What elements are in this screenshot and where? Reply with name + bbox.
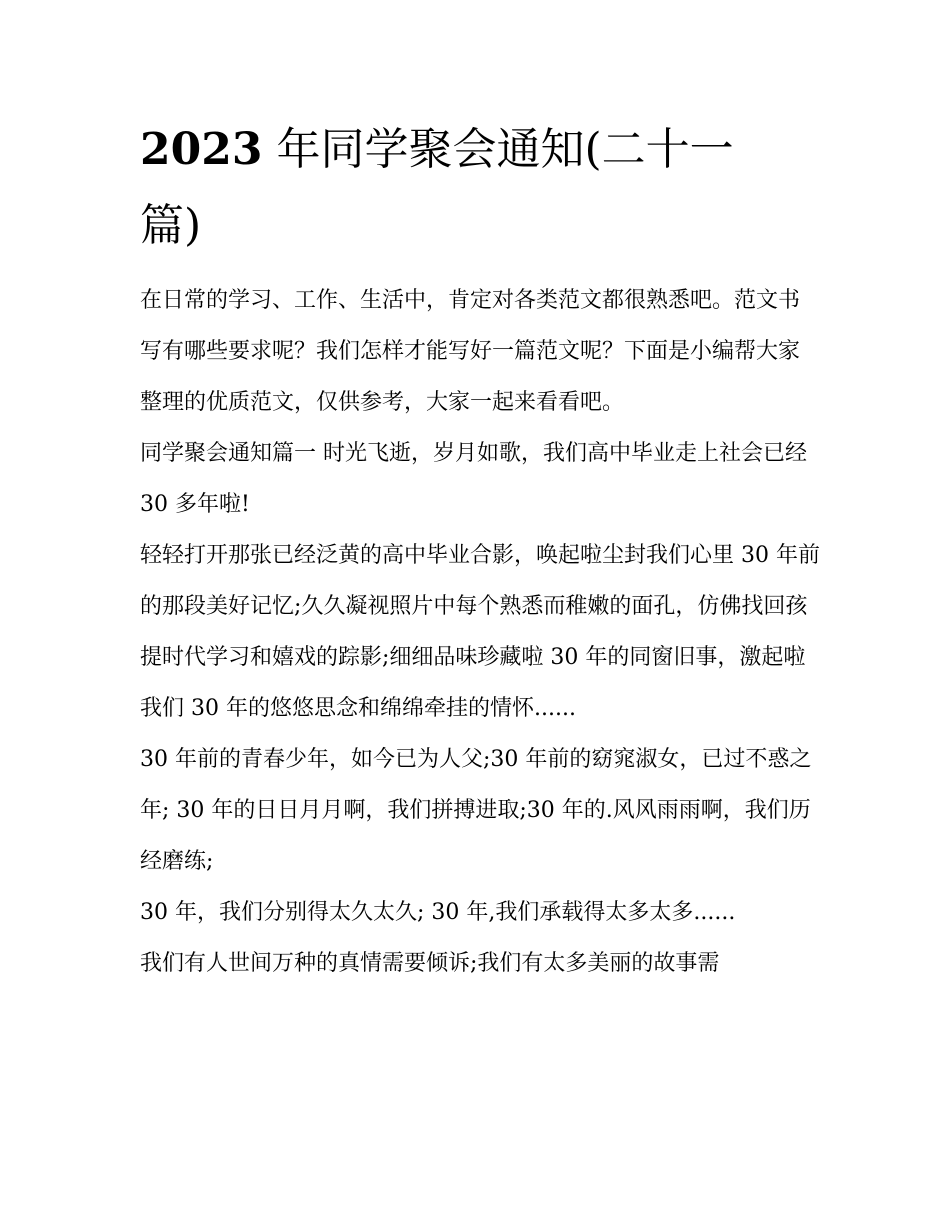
document-body bbox=[140, 275, 820, 989]
title-text-line1: 年同学聚会通知(二十一 bbox=[276, 124, 734, 175]
title-text-line2: 篇) bbox=[140, 200, 202, 251]
document-title bbox=[140, 112, 820, 264]
paragraph-notice-opening: 同学聚会通知篇一 时光飞逝，岁月如歌，我们高中毕业走上社会已经 30 多年啦! bbox=[140, 441, 807, 517]
paragraph-separation: 30 年，我们分别得太久太久; 30 年,我们承载得太多太多...... bbox=[140, 900, 736, 925]
paragraph-intro: 在日常的学习、工作、生活中，肯定对各类范文都很熟悉吧。范文书写有哪些要求呢？我们怎样才能写好一篇范文呢？下面是小编帮大家整理的优质范文，仅供参考，大家一起来看看吧。 bbox=[140, 288, 801, 415]
paragraph-memories: 轻轻打开那张已经泛黄的高中毕业合影，唤起啦尘封我们心里 30 年前的那段美好记忆;久久凝视照片中每个熟悉而稚嫩的面孔，仿佛找回孩提时代学习和嬉戏的踪影;细细品味珍藏啦 30 年的同窗旧事，激起啦我们 30 年的悠悠思念和绵绵牵挂的情怀...... bbox=[140, 543, 820, 721]
paragraph-feelings: 我们有人世间万种的真情需要倾诉;我们有太多美丽的故事需 bbox=[140, 951, 720, 976]
paragraph-thirty-years: 30 年前的青春少年，如今已为人父;30 年前的窈窕淑女，已过不惑之年; 30 年的日日月月啊，我们拼搏进取;30 年的.风风雨雨啊，我们历经磨练; bbox=[140, 747, 812, 874]
title-year: 2023 bbox=[140, 124, 263, 175]
